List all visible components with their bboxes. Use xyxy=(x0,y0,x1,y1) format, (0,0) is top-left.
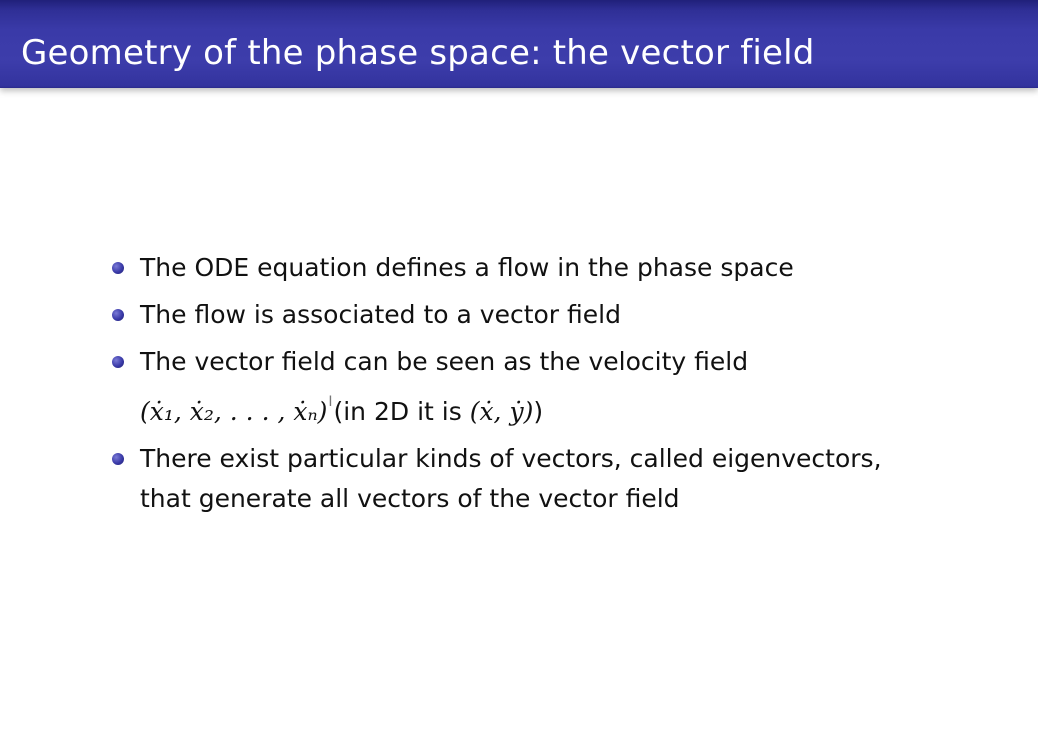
bullet-text: There exist particular kinds of vectors, called eigenvectors, xyxy=(140,444,882,473)
bullet-item xyxy=(110,342,950,432)
bullet-list xyxy=(110,248,950,526)
bullet-item xyxy=(110,439,950,519)
velocity-tuple-math: (ẋ₁, ẋ₂, . . . , ẋₙ) xyxy=(140,397,328,426)
slide-title: Geometry of the phase space: the vector field xyxy=(21,33,815,73)
bullet-text: The vector field can be seen as the velocity field xyxy=(140,347,749,376)
bullet-dot-icon xyxy=(112,309,124,321)
velocity-2d-math: (ẋ, ẏ) xyxy=(469,397,534,426)
bullet-dot-icon xyxy=(112,453,124,465)
bullet-item xyxy=(110,248,950,288)
bullet-dot-icon xyxy=(112,262,124,274)
title-bar xyxy=(0,0,1038,88)
bullet-dot-icon xyxy=(112,356,124,368)
in-2d-text: (in 2D it is xyxy=(333,397,470,426)
bullet-text: The ODE equation defines a flow in the phase space xyxy=(140,253,794,282)
bullet-text: The flow is associated to a vector field xyxy=(140,300,621,329)
bullet-item xyxy=(110,295,950,335)
bullet-text-line2: that generate all vectors of the vector field xyxy=(140,484,680,513)
text-cursor-icon: I xyxy=(328,394,333,410)
bullet-text-line2 xyxy=(140,382,950,432)
closing-paren: ) xyxy=(533,397,544,426)
